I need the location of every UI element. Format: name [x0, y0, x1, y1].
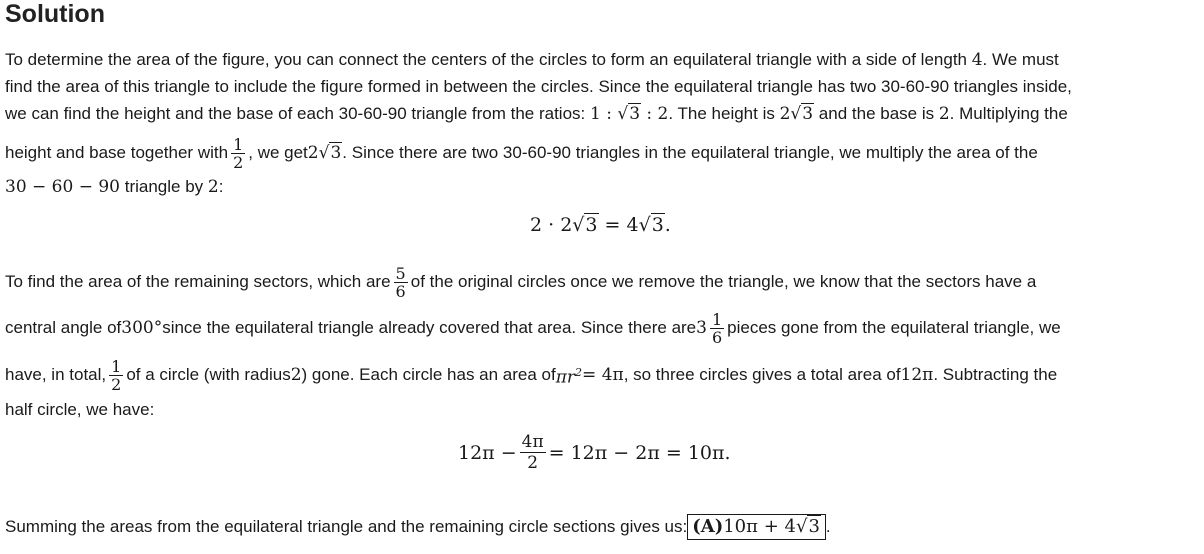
paragraph-2-line-4: half circle, we have:	[5, 400, 155, 419]
half-fraction: $\frac{1}{2}$	[233, 134, 244, 172]
height-math: 2√3	[779, 104, 814, 124]
one-half-fraction: $\frac{1}{2}$	[111, 356, 122, 394]
ratio-math: 1 : √3 : 2	[589, 104, 669, 124]
paragraph-1-line-5: 30 − 60 − 90 triangle by 2:	[5, 177, 224, 197]
conclusion-line: Summing the areas from the equilateral triangle and the remaining circle sections gives us: (A)10π + 4√3 .	[5, 510, 831, 544]
one-sixth-fraction: $\frac{1}{6}$	[711, 309, 723, 347]
paragraph-1-line-2: find the area of this triangle to include the figure formed in between the circles. Since the equilateral triangle has two 30-60-90 triangles inside,	[5, 77, 1072, 96]
four-pi-over-two-fraction: $\frac{4\pi}{2}$	[521, 432, 544, 473]
paragraph-2-line-3: have, in total, $\frac{1}{2}$ of a circle (with radius 2 ) gone. Each circle has an area of $\pi r^2$ = 4π , so three circles gives a total area of 12π . Subtracting the	[5, 356, 1058, 394]
paragraph-1-line-4: height and base together with $\frac{1}{2}$ , we get 2√3 . Since there are two 30-60-90 triangles in the equilateral triangle, we multiply the area of the	[5, 134, 1038, 172]
paragraph-2-line-1: To find the area of the remaining sectors, which are $\frac{5}{6}$ of the original circles once we remove the triangle, we know that the sectors have a	[5, 263, 1037, 301]
paragraph-1-line-3: we can find the height and the base of each 30-60-90 triangle from the ratios: 1 : √3 : 2. The height is 2√3 and the base is 2. Multiplying the	[5, 104, 1068, 124]
final-answer-box: (A)10π + 4√3	[687, 514, 826, 540]
paragraph-2-line-2: central angle of 300° since the equilateral triangle already covered that area. Since there are 3 $\frac{1}{6}$ pieces gone from the equilateral triangle, we	[5, 309, 1061, 347]
equation-triangle-area: 2 · 2√3 = 4√3.	[530, 214, 671, 236]
area-math: 2√3	[307, 143, 342, 163]
page-title: Solution	[5, 0, 105, 28]
five-sixths-fraction: $\frac{5}{6}$	[395, 263, 406, 301]
paragraph-1-line-1: To determine the area of the figure, you can connect the centers of the circles to form an equilateral triangle with a side of length 4. We must	[5, 50, 1059, 70]
equation-circle-area: 12π − $\frac{4\pi}{2}$ = 12π − 2π = 10π.	[458, 432, 731, 473]
circle-area-formula: $\pi r^2$	[555, 365, 583, 388]
